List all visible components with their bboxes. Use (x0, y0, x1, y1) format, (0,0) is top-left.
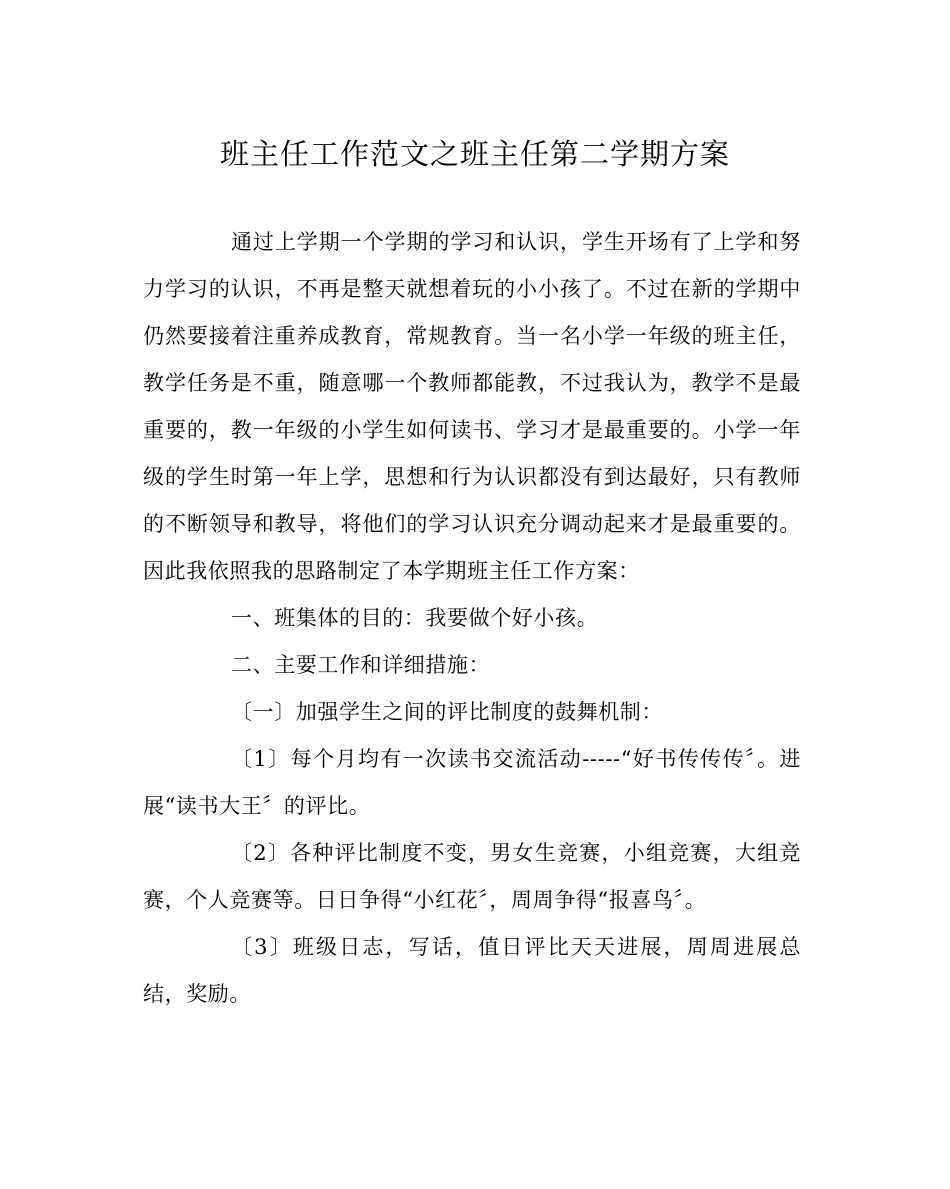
paragraph-goal: 一、班集体的目的：我要做个好小孩。 (231, 606, 599, 630)
paragraph-main-work: 二、主要工作和详细措施： (231, 653, 491, 677)
paragraph-intro: 通过上学期一个学期的学习和认识，学生开场有了上学和努力学习的认识，不再是整天就想着玩的小小孩了。不过在新的学期中仍然要接着注重养成教育，常规教育。当一名小学一年级的班主任，教学任务是不重，随意哪一个教师都能教，不过我认为，教学不是最重要的，教一年级的小学生如何读书、学习才是最重要的。小学一年级的学生时第一年上学，思想和行为认识都没有到达最好，只有教师的不断领导和教导，将他们的学习认识充分调动起来才是最重要的。因此我依照我的思路制定了本学期班主任工作方案： (143, 230, 801, 583)
paragraph-section-one: 〔一〕加强学生之间的评比制度的鼓舞机制： (231, 700, 663, 724)
document-title: 班主任工作范文之班主任第二学期方案 (219, 137, 730, 171)
paragraph-item-2: 〔2〕各种评比制度不变，男女生竞赛，小组竞赛，大组竞赛，个人竞赛等。日日争得“小红花〞，周周争得“报喜鸟〞。 (143, 841, 801, 912)
paragraph-item-3: 〔3〕班级日志，写话，值日评比天天进展，周周进展总结，奖励。 (143, 935, 801, 1006)
document-body (143, 219, 801, 1018)
paragraph-item-1: 〔1〕每个月均有一次读书交流活动-----“好书传传传〞。进展“读书大王〞的评比。 (143, 747, 801, 818)
